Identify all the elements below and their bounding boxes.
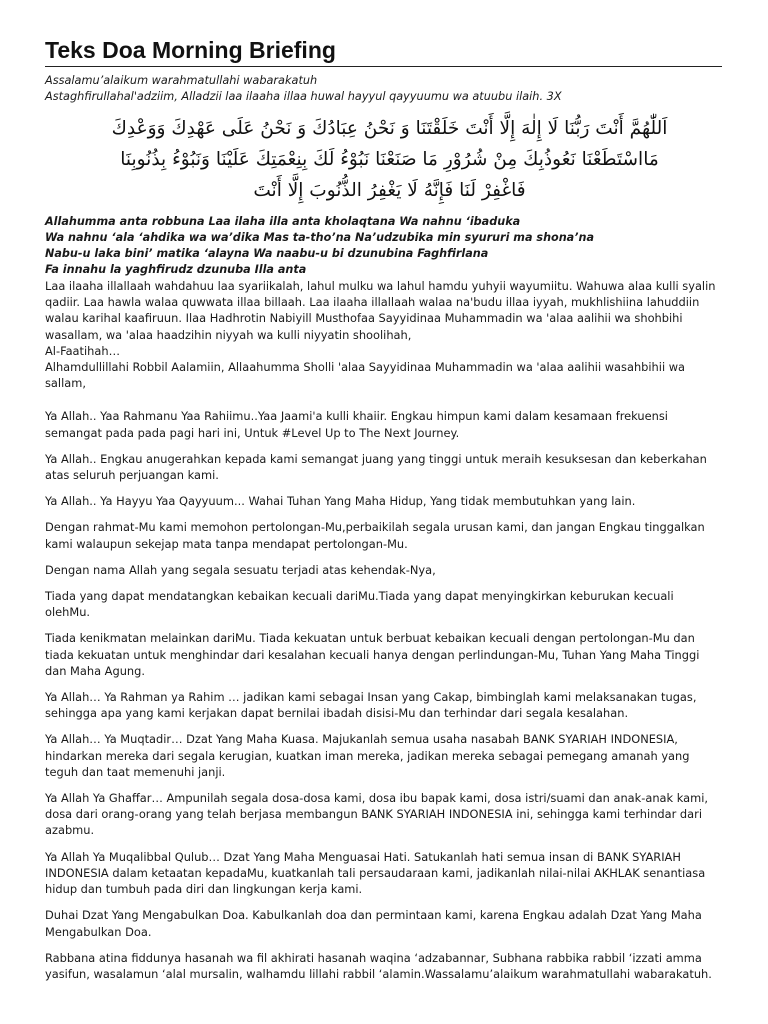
tahlil-paragraph: Laa ilaaha illallaah wahdahuu laa syariikalah, lahul mulku wa lahul hamdu yuhyii wayumiitu. Wahuwa alaa kulli syalin qadiir. Laa hawla walaa quwwata illaa billaah. Laa ilaaha illallaah walaa na'budu illaa iyyah, mukhlishiina lahuddiin walau karihal kaafiruun. Ilaa Hadhrotin Nabiyill Musthofaa Sayyidinaa Muhammadin wa 'alaa aalihii wa shohbihi wasallam, wa 'alaa haadzihin niyyah wa kulli niyyatin shoolihah, <box>45 279 716 342</box>
document-title: Teks Doa Morning Briefing <box>45 37 336 63</box>
prayer-paragraph: Dengan nama Allah yang segala sesuatu terjadi atas kehendak-Nya, <box>45 562 436 577</box>
prayer-paragraph: Duhai Dzat Yang Mengabulkan Doa. Kabulkanlah doa dan permintaan kami, karena Engkau adalah Dzat Yang Maha Mengabulkan Doa. <box>45 908 702 939</box>
prayer-paragraph: Ya Allah… Ya Rahman ya Rahim … jadikan kami sebagai Insan yang Cakap, bimbinglah kami melaksanakan tugas, sehingga apa yang kami kerjakan dapat bernilai ibadah disisi-Mu dan terhindar dari segala kesalahan. <box>45 690 697 721</box>
prayer-paragraph: Ya Allah Ya Ghaffar… Ampunilah segala dosa-dosa kami, dosa ibu bapak kami, dosa istri/suami dan anak-anak kami, dosa dari orang-orang yang telah berjasa membangun BANK SYARIAH INDONESIA ini, sehingga kami terhindar dari azabmu. <box>45 791 709 838</box>
prayer-paragraph: Dengan rahmat-Mu kami memohon pertolongan-Mu,perbaikilah segala urusan kami, dan jangan Engkau tinggalkan kami walaupun sekejap mata tanpa mendapat pertolongan-Mu. <box>45 520 705 551</box>
istighfar-line: Astaghfirullahal'adziim, Alladzii laa ilaaha illaa huwal hayyul qayyuumu wa atuubu ilaih. 3X <box>45 90 562 103</box>
prayer-paragraph: Tiada yang dapat mendatangkan kebaikan kecuali dariMu.Tiada yang dapat menyingkirkan keburukan kecuali olehMu. <box>45 589 674 620</box>
tahlil-block <box>45 278 722 391</box>
prayer-paragraph: Ya Allah.. Yaa Rahmanu Yaa Rahiimu..Yaa Jaami'a kulli khaiir. Engkau himpun kami dalam kesamaan frekuensi semangat pada pada pagi hari ini, Untuk #Level Up to The Next Journey. <box>45 409 668 440</box>
prayer-paragraph: Tiada kenikmatan melainkan dariMu. Tiada kekuatan untuk berbuat kebaikan kecuali dengan pertolongan-Mu dan tiada kekuatan untuk menghindar dari kesalahan kecuali hanya dengan perlindungan-Mu, Tuhan Yang Maha Tinggi dan Maha Agung. <box>45 631 700 678</box>
salam-line: Assalamu’alaikum warahmatullahi wabarakatuh <box>45 74 318 87</box>
shalawat-line: Alhamdullillahi Robbil Aalamiin, Allaahumma Sholli 'alaa Sayyidinaa Muhammadin wa 'alaa aalihii wasahbihii wa sallam, <box>45 360 686 391</box>
arabic-line: مَااسْتَطَعْنَا نَعُوذُبِكَ مِنْ شُرُوْرِ مَا صَنَعْنَا نَبُوْءُ لَكَ بِنِعْمَتِكَ عَلَيْنَا وَنَبُوْءُ بِذُنُوبِنَا <box>120 149 659 170</box>
transliteration-block <box>45 214 722 278</box>
prayer-paragraph: Ya Allah… Ya Muqtadir… Dzat Yang Maha Kuasa. Majukanlah semua usaha nasabah BANK SYARIAH INDONESIA, hindarkan mereka dari segala kerugian, kuatkan iman mereka, jadikan mereka sebagai pemegang amanah yang teguh dan taat memenuhi janji. <box>45 732 690 779</box>
title-divider <box>45 66 722 67</box>
prayer-paragraph: Ya Allah Ya Muqalibbal Qulub… Dzat Yang Maha Menguasai Hati. Satukanlah hati semua insan di BANK SYARIAH INDONESIA dalam ketaatan kepadaMu, kuatkanlah tali persaudaraan kami, jadikanlah nilai-nilai AKHLAK senantiasa hidup dan tumbuh pada diri dan lingkungan kerja kami. <box>45 849 706 897</box>
closing-paragraph: Rabbana atina fiddunya hasanah wa fil akhirati hasanah waqina ‘adzabannar, Subhana rabbika rabbil ‘izzati amma yasifun, wasalamun ‘alal mursalin, walhamdu lillahi rabbil ‘alamin.Wassalamu’alaikum warahmatullahi wabarakatuh. <box>45 950 712 981</box>
transliteration-line: Nabu-u laka bini’ matika ‘alayna Wa naabu-u bi dzunubina Faghfirlana <box>45 247 489 260</box>
arabic-prayer <box>105 113 674 206</box>
prayer-paragraph: Ya Allah.. Ya Hayyu Yaa Qayyuum... Wahai Tuhan Yang Maha Hidup, Yang tidak membutuhkan yang lain. <box>45 494 636 509</box>
prayer-body <box>45 408 722 982</box>
opening-greeting <box>45 73 722 105</box>
arabic-line: فَاغْفِرْ لَنَا فَإِنَّهُ لَا يَغْفِرُ الذُّنُوبَ إِلَّا أَنْتَ <box>253 180 526 201</box>
transliteration-line: Allahumma anta robbuna Laa ilaha illa anta kholaqtana Wa nahnu ‘ibaduka <box>45 215 521 228</box>
arabic-line: اَللّٰهُمَّ أَنْتَ رَبُّنَا لَا إِلٰهَ إِلَّا أَنْتَ خَلَقْتَنَا وَ نَحْنُ عِبَادُكَ وَ نَحْنُ عَلَى عَهْدِكَ وَوَعْدِكَ <box>111 118 668 139</box>
prayer-paragraph: Ya Allah.. Engkau anugerahkan kepada kami semangat juang yang tinggi untuk meraih kesuksesan dan keberkahan atas seluruh perjuangan kami. <box>45 451 707 483</box>
transliteration-line: Wa nahnu ‘ala ‘ahdika wa wa’dika Mas ta-tho’na Na’udzubika min syururi ma shona’na <box>45 231 594 244</box>
fatihah-line: Al-Faatihah… <box>45 343 120 358</box>
transliteration-line: Fa innahu la yaghfirudz dzunuba Illa anta <box>45 263 307 276</box>
